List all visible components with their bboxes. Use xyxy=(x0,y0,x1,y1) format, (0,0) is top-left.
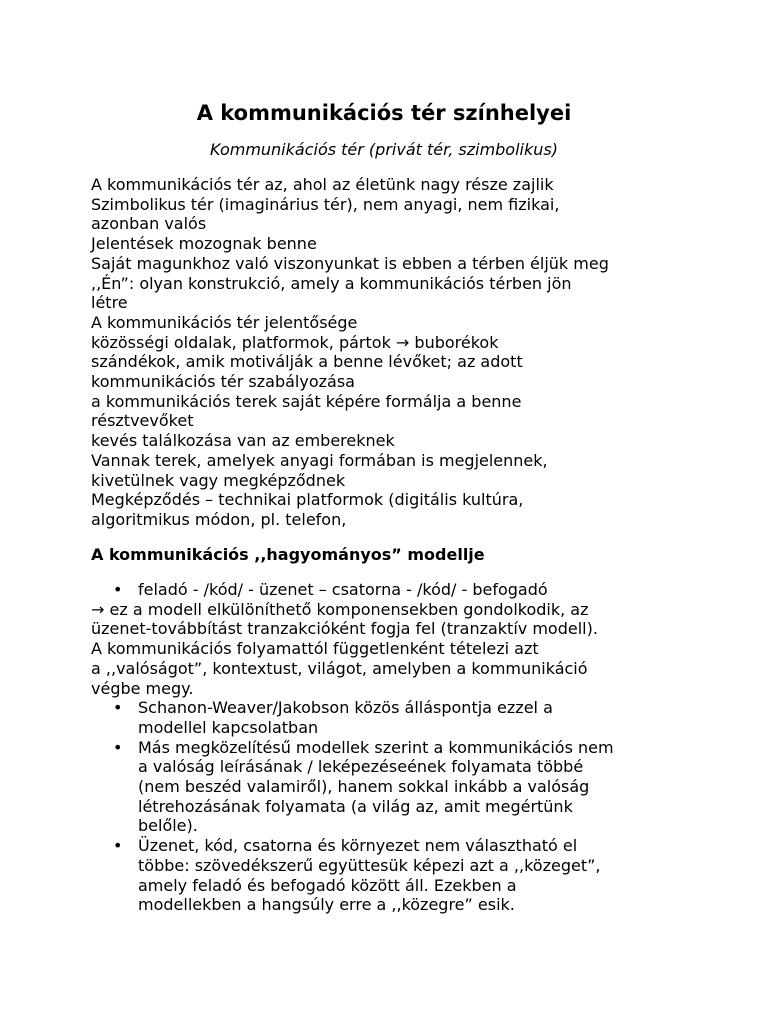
text-line: üzenet-továbbítást tranzakcióként fogja fel (tranzaktív modell). xyxy=(91,619,598,639)
text-line: A kommunikációs tér jelentősége xyxy=(91,312,358,332)
text-line: közösségi oldalak, platformok, pártok → buborékok xyxy=(91,332,499,352)
text-line: algoritmikus módon, pl. telefon, xyxy=(91,509,347,529)
text-line: kommunikációs tér szabályozása xyxy=(91,372,355,392)
text-line: modellel kapcsolatban xyxy=(138,717,319,737)
text-line: Üzenet, kód, csatorna és környezet nem választható el xyxy=(138,836,578,856)
text-line: Jelentések mozognak benne xyxy=(91,234,317,254)
bullet-item xyxy=(91,580,691,600)
text-line: (nem beszéd valamiről), hanem sokkal inkább a valóság xyxy=(138,777,590,797)
text-line: amely feladó és befogadó között áll. Ezekben a xyxy=(138,875,517,895)
text-line: Más megközelítésű modellek szerint a kommunikációs nem xyxy=(138,737,614,757)
text-line: belőle). xyxy=(138,816,198,836)
text-line: többe: szövedékszerű együttesük képezi azt a ,,közeget”, xyxy=(138,855,601,875)
text-line: kivetülnek vagy megképződnek xyxy=(91,470,346,490)
text-line: létrehozásának folyamata (a világ az, amit megértünk xyxy=(138,796,573,816)
bullet-marker: • xyxy=(113,580,123,599)
text-line: a kommunikációs terek saját képére formálja a benne xyxy=(91,391,522,411)
text-line: Schanon-Weaver/Jakobson közös álláspontja ezzel a xyxy=(138,698,553,718)
document-title: A kommunikációs tér színhelyei xyxy=(196,101,572,125)
text-line: kevés találkozása van az embereknek xyxy=(91,431,395,451)
document-subtitle: Kommunikációs tér (privát tér, szimbolikus) xyxy=(210,140,558,159)
text-line: a valóság leírásának / leképezéseének folyamata többé xyxy=(138,757,584,777)
text-line: → ez a modell elkülöníthető komponensekben gondolkodik, az xyxy=(91,599,589,619)
text-line: azonban valós xyxy=(91,214,207,234)
text-line: A kommunikációs folyamattól függetlenként tételezi azt xyxy=(91,639,539,659)
bullet-marker: • xyxy=(113,836,123,856)
text-line: szándékok, amik motiválják a benne lévőket; az adott xyxy=(91,352,523,372)
text-line: ,,Én”: olyan konstrukció, amely a kommunikációs térben jön xyxy=(91,273,572,293)
text-line: a ,,valóságot”, kontextust, világot, amelyben a kommunikáció xyxy=(91,658,588,678)
text-line: feladó - /kód/ - üzenet – csatorna - /kód/ - befogadó xyxy=(138,580,548,599)
text-line: Megképződés – technikai platformok (digitális kultúra, xyxy=(91,490,524,510)
bullet-item xyxy=(91,698,691,737)
bullet-item xyxy=(91,738,691,837)
text-line: Saját magunkhoz való viszonyunkat is ebben a térben éljük meg xyxy=(91,253,609,273)
text-line: modellekben a hangsúly erre a ,,közegre” esik. xyxy=(138,895,515,915)
text-line: A kommunikációs tér az, ahol az életünk nagy része zajlik xyxy=(91,175,554,194)
text-line: résztvevőket xyxy=(91,411,194,431)
bullet-item xyxy=(91,836,691,915)
paragraph xyxy=(91,600,691,699)
text-line: Szimbolikus tér (imaginárius tér), nem anyagi, nem fizikai, xyxy=(91,194,560,214)
bullet-marker: • xyxy=(113,737,123,757)
section-traditional-model xyxy=(91,580,691,915)
text-line: létre xyxy=(91,293,128,313)
bullet-marker: • xyxy=(113,698,123,718)
section-communication-space xyxy=(91,175,691,530)
text-line: Vannak terek, amelyek anyagi formában is megjelennek, xyxy=(91,450,548,470)
text-line: végbe megy. xyxy=(91,678,194,698)
section-heading-traditional-model: A kommunikációs ,,hagyományos” modellje xyxy=(91,545,485,564)
